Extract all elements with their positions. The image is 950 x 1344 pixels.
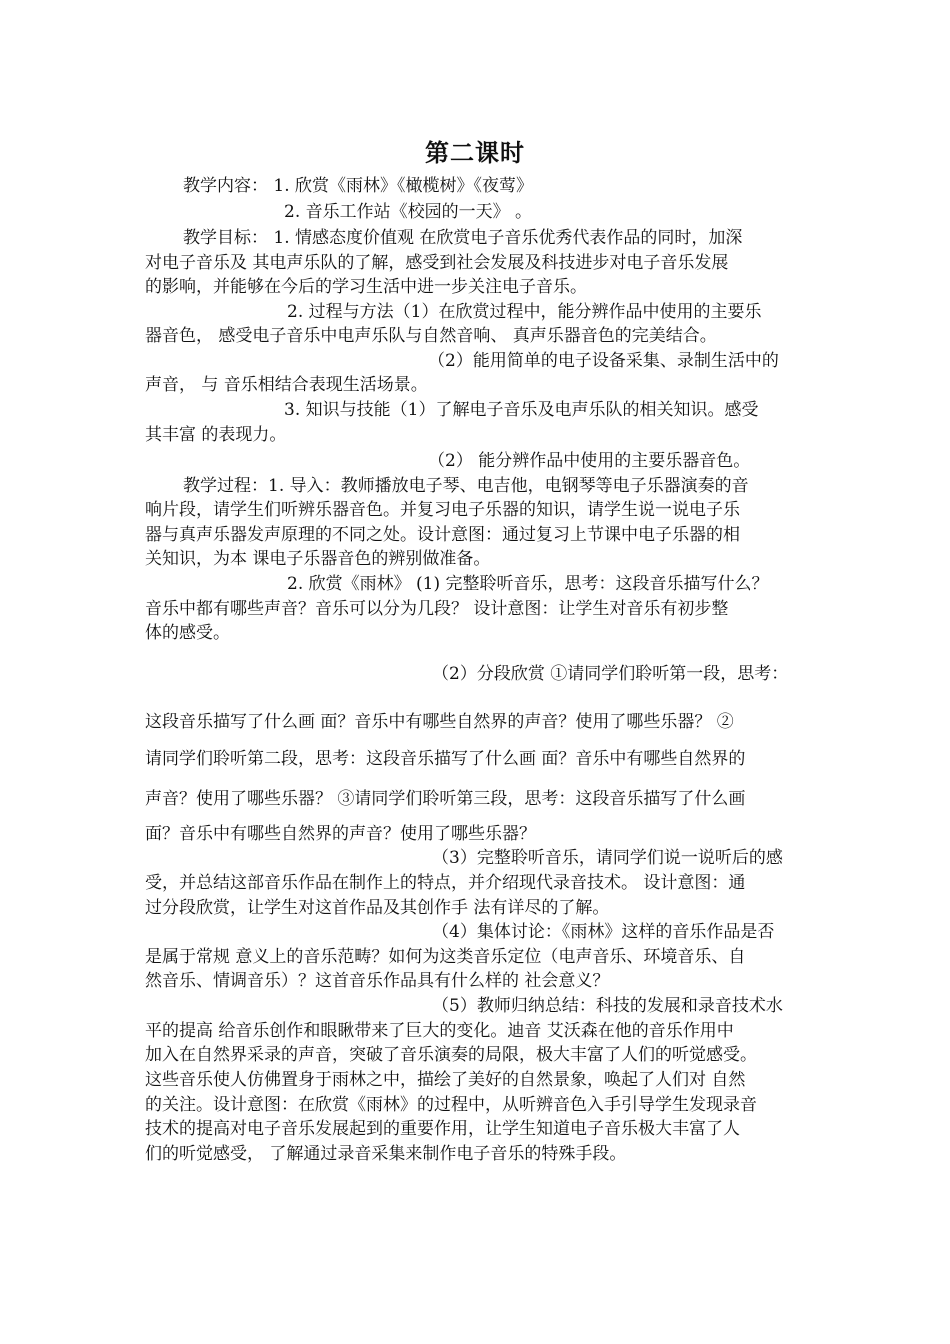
text-line: 然音乐、情调音乐）？这首音乐作品具有什么样的 社会意义？ bbox=[145, 971, 610, 991]
text-line: 2. 音乐工作站《校园的一天》 。 bbox=[284, 202, 533, 222]
text-line: 响片段，请学生们听辨乐器音色。并复习电子乐器的知识，请学生说一说电子乐 bbox=[145, 500, 740, 520]
text-line: 是属于常规 意义上的音乐范畴？如何为这类音乐定位（电声音乐、环境音乐、自 bbox=[145, 947, 746, 967]
text-line: 3. 知识与技能（1）了解电子音乐及电声乐队的相关知识。感受 bbox=[284, 400, 759, 420]
text-line: 们的听觉感受， 了解通过录音采集来制作电子音乐的特殊手段。 bbox=[145, 1144, 627, 1164]
text-line: 的影响，并能够在今后的学习生活中进一步关注电子音乐。 bbox=[145, 277, 587, 297]
text-line: 加入在自然界采录的声音，突破了音乐演奏的局限，极大丰富了人们的听觉感受。 bbox=[145, 1045, 757, 1065]
text-line: （2）能用简单的电子设备采集、录制生活中的 bbox=[428, 351, 779, 371]
text-line: 面？音乐中有哪些自然界的声音？使用了哪些乐器？ bbox=[145, 824, 536, 844]
text-line: （2） 能分辨作品中使用的主要乐器音色。 bbox=[428, 451, 751, 471]
text-line: 器音色， 感受电子音乐中电声乐队与自然音响、 真声乐器音色的完美结合。 bbox=[145, 326, 717, 346]
text-line: 器与真声乐器发声原理的不同之处。设计意图：通过复习上节课中电子乐器的相 bbox=[145, 525, 740, 545]
text-line: 受，并总结这部音乐作品在制作上的特点，并介绍现代录音技术。 设计意图：通 bbox=[145, 873, 746, 893]
text-line: 教学过程：1. 导入：教师播放电子琴、电吉他，电钢琴等电子乐器演奏的音 bbox=[183, 476, 749, 496]
text-line: 平的提高 给音乐创作和眼瞅带来了巨大的变化。迪音 艾沃森在他的音乐作用中 bbox=[145, 1021, 734, 1041]
text-line: 过分段欣赏，让学生对这首作品及其创作手 法有详尽的了解。 bbox=[145, 898, 610, 918]
page-title: 第二课时 bbox=[425, 139, 525, 167]
text-line: 体的感受。 bbox=[145, 623, 230, 643]
text-line: （4）集体讨论：《雨林》这样的音乐作品是否 bbox=[432, 922, 775, 942]
text-line: 2. 过程与方法（1）在欣赏过程中，能分辨作品中使用的主要乐 bbox=[287, 302, 762, 322]
text-line: 教学目标： 1. 情感态度价值观 在欣赏电子音乐优秀代表作品的同时，加深 bbox=[183, 228, 743, 248]
text-line: （3）完整聆听音乐，请同学们说一说听后的感 bbox=[432, 848, 783, 868]
text-line: 这段音乐描写了什么画 面？音乐中有哪些自然界的声音？使用了哪些乐器？ ② bbox=[145, 712, 734, 732]
text-line: （5）教师归纳总结：科技的发展和录音技术水 bbox=[432, 996, 783, 1016]
text-line: 的关注。设计意图：在欣赏《雨林》的过程中，从听辨音色入手引导学生发现录音 bbox=[145, 1095, 757, 1115]
text-line: （2）分段欣赏 ①请同学们聆听第一段，思考： bbox=[432, 664, 789, 684]
text-line: 音乐中都有哪些声音？音乐可以分为几段？ 设计意图：让学生对音乐有初步整 bbox=[145, 599, 729, 619]
text-line: 这些音乐使人仿佛置身于雨林之中，描绘了美好的自然景象，唤起了人们对 自然 bbox=[145, 1070, 746, 1090]
text-line: 声音？使用了哪些乐器？ ③请同学们聆听第三段，思考：这段音乐描写了什么画 bbox=[145, 789, 746, 809]
text-line: 对电子音乐及 其电声乐队的了解，感受到社会发展及科技进步对电子音乐发展 bbox=[145, 253, 729, 273]
text-line: 2. 欣赏《雨林》 (1) 完整聆听音乐，思考：这段音乐描写什么？ bbox=[287, 574, 769, 594]
text-line: 其丰富 的表现力。 bbox=[145, 425, 287, 445]
text-line: 请同学们聆听第二段，思考：这段音乐描写了什么画 面？音乐中有哪些自然界的 bbox=[145, 749, 746, 769]
text-line: 技术的提高对电子音乐发展起到的重要作用，让学生知道电子音乐极大丰富了人 bbox=[145, 1119, 740, 1139]
text-line: 教学内容： 1. 欣赏《雨林》《橄榄树》《夜莺》 bbox=[183, 176, 534, 196]
text-line: 声音， 与 音乐相结合表现生活场景。 bbox=[145, 375, 428, 395]
text-line: 关知识，为本 课电子乐器音色的辨别做准备。 bbox=[145, 549, 491, 569]
